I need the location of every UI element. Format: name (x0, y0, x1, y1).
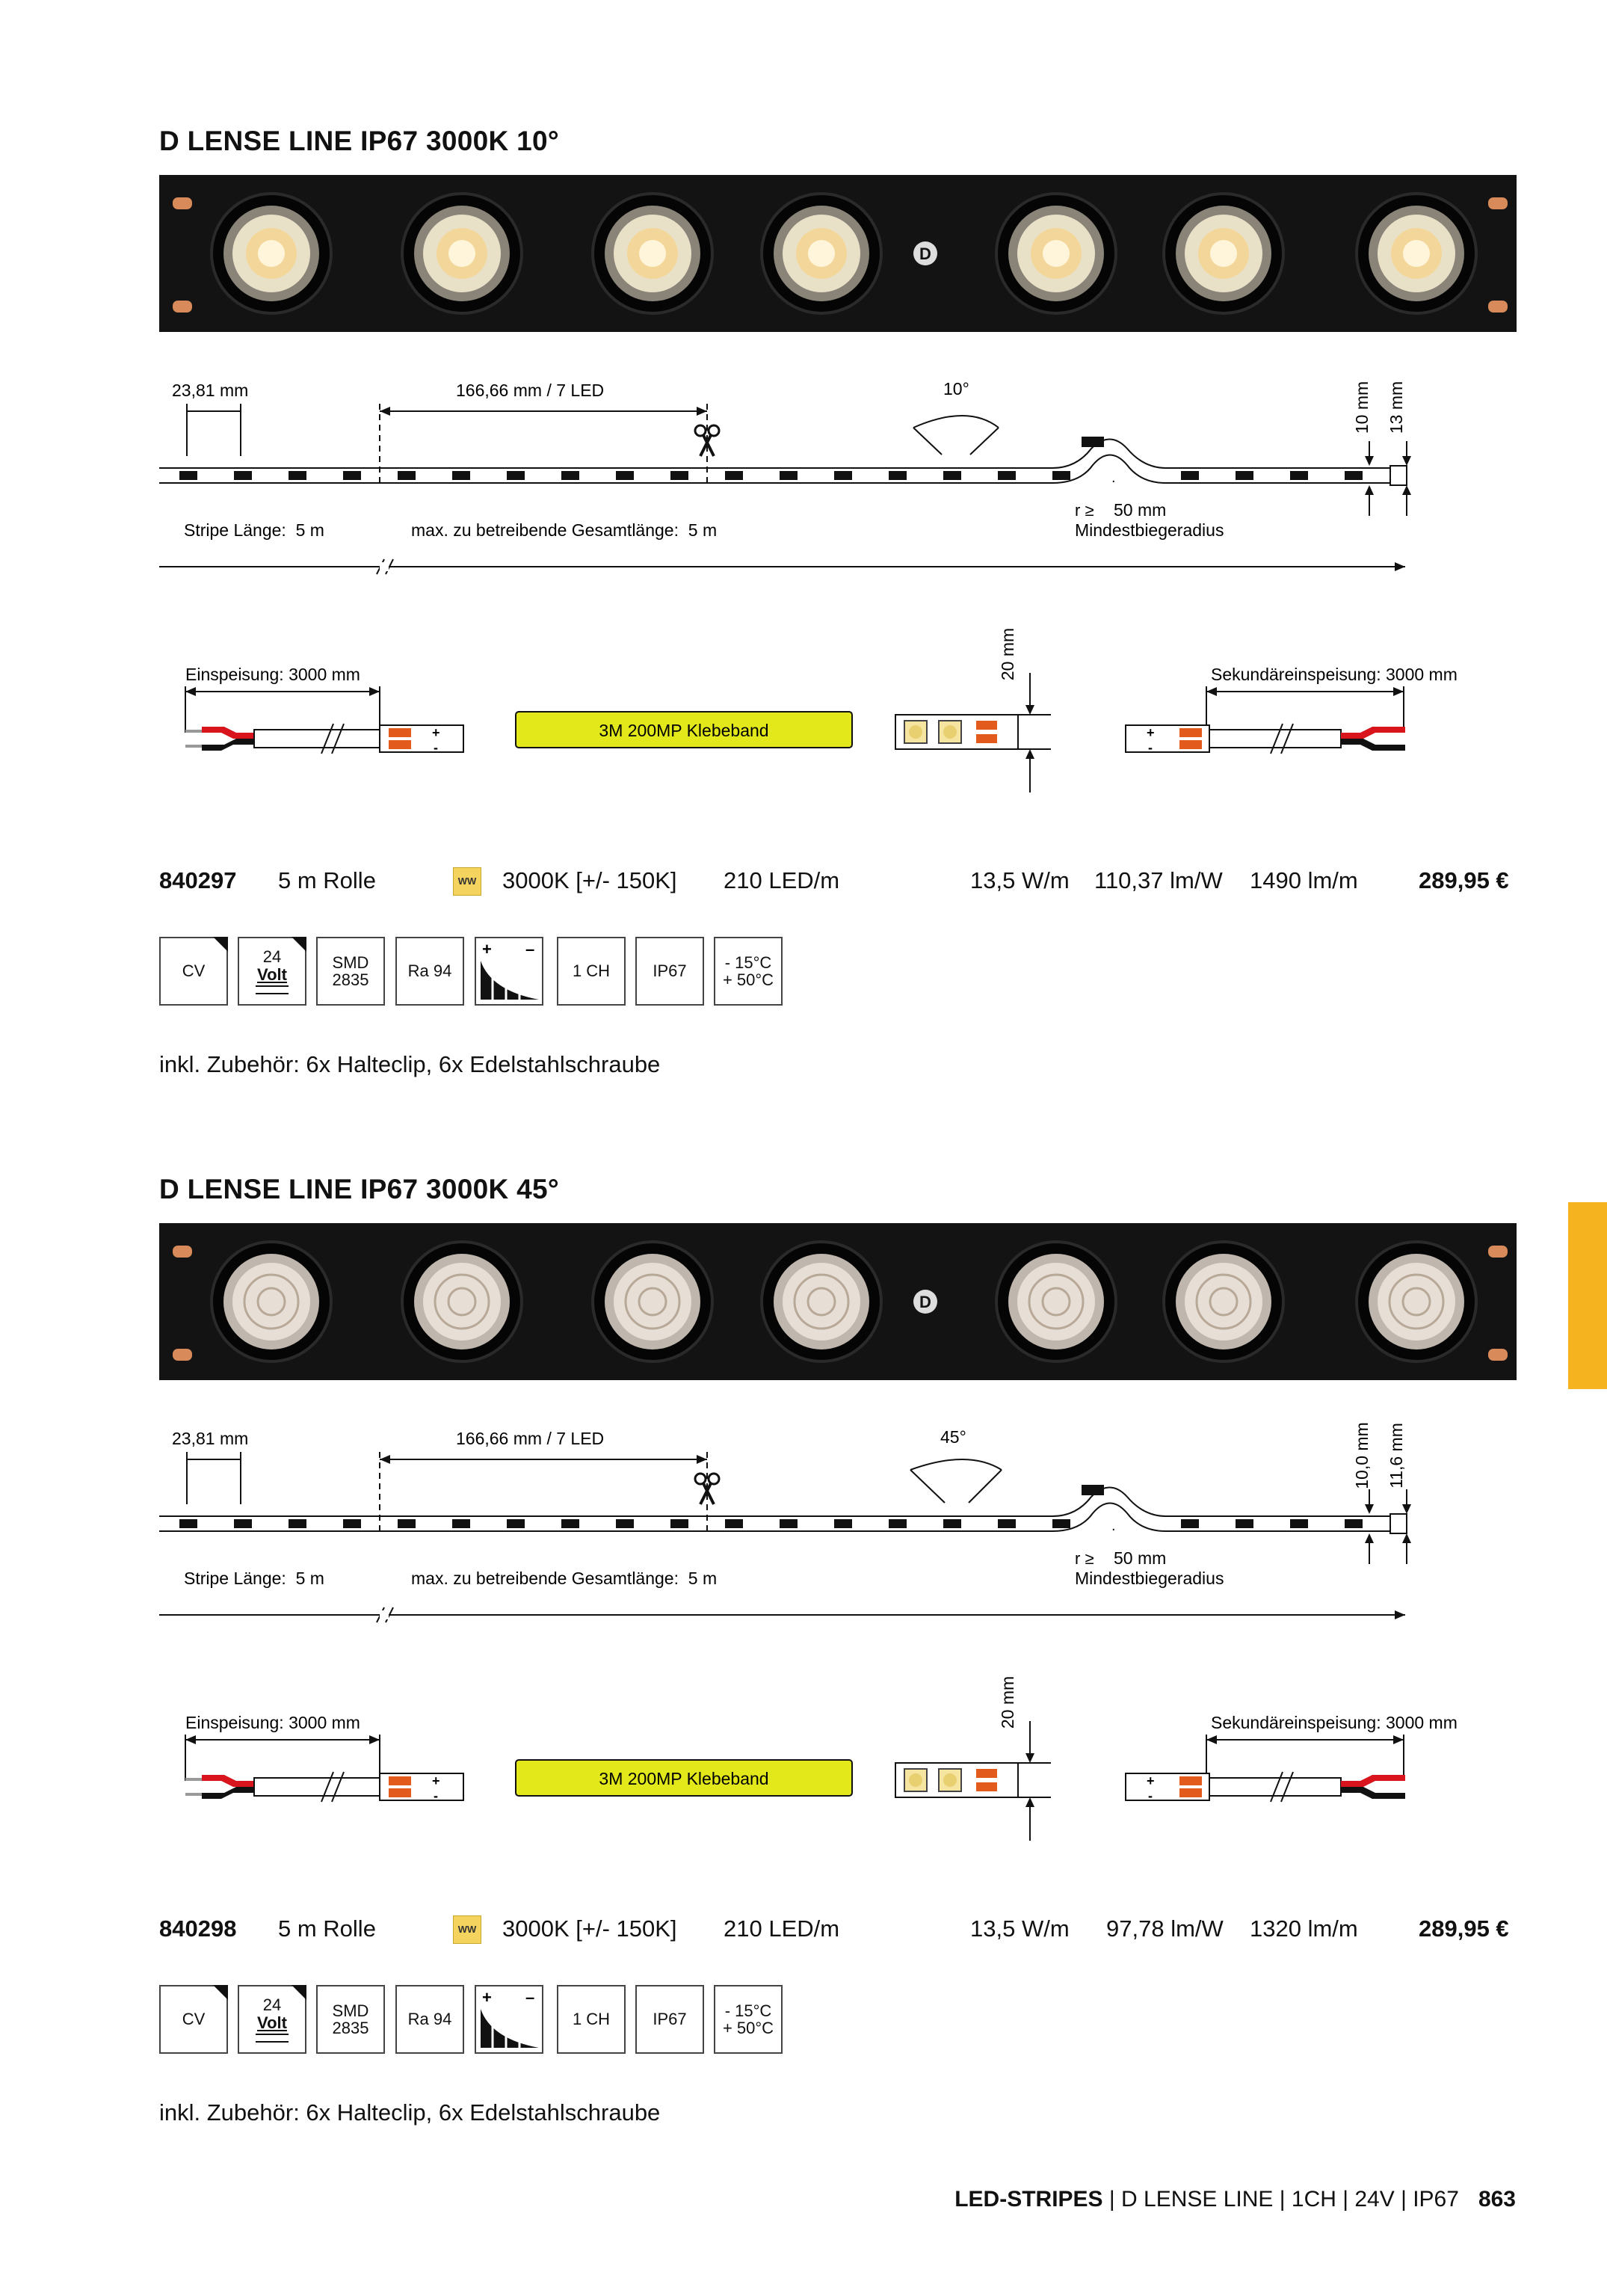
max-length-label: max. zu betreibende Gesamtlänge: 5 m (411, 520, 718, 540)
svg-text:–: – (525, 1988, 535, 2007)
bend-radius-label: 50 mm (1114, 1548, 1167, 1568)
roll-length: 5 m Rolle (278, 867, 376, 893)
price: 289,95 € (1419, 867, 1509, 893)
cri-icon: Ra 94 (395, 937, 464, 1006)
svg-text:D: D (919, 244, 931, 263)
constant-voltage-icon: CV (159, 937, 228, 1006)
accessory-note: inkl. Zubehör: 6x Halteclip, 6x Edelstahlschraube (159, 1051, 661, 1077)
voltage-icon: 24 Volt (238, 937, 306, 1006)
strip-end-view (895, 673, 1051, 792)
svg-text:-: - (1148, 740, 1153, 755)
channel-icon: 1 CH (557, 1985, 626, 2054)
strip-width-label: 20 mm (998, 1675, 1017, 1729)
dimmable-icon (475, 1985, 543, 2054)
beam-angle-label: 45° (940, 1427, 966, 1447)
tape-label: 3M 200MP Klebeband (599, 721, 769, 740)
product-section-2 (0, 1048, 1607, 2126)
max-length-label: max. zu betreibende Gesamtlänge: 5 m (411, 1569, 718, 1588)
price: 289,95 € (1419, 1915, 1509, 1942)
luminous-flux: 1320 lm/m (1250, 1915, 1358, 1942)
page-footer (954, 2187, 1516, 2212)
chapter-tab (1568, 1202, 1607, 1389)
cri-icon: Ra 94 (395, 1985, 464, 2054)
temperature-range-icon: - 15°C + 50°C (714, 937, 783, 1006)
efficacy: 110,37 lm/W (1094, 867, 1223, 893)
strip-width-label: 20 mm (998, 627, 1017, 681)
secondary-feed-label: Sekundäreinspeisung: 3000 mm (1211, 665, 1458, 684)
height-dim-label: 11,6 mm (1387, 1423, 1406, 1489)
dim-pitch-label: 23,81 mm (172, 381, 249, 400)
voltage-icon: 24 Volt (238, 1985, 306, 2054)
page-number: 863 (1478, 2187, 1516, 2212)
article-code: 840298 (159, 1915, 237, 1942)
constant-voltage-icon: CV (159, 1985, 228, 2054)
bend-label: Mindestbiegeradius (1075, 520, 1224, 540)
ip-rating-icon: IP67 (635, 937, 704, 1006)
accessory-note: inkl. Zubehör: 6x Halteclip, 6x Edelstahlschraube (159, 2099, 661, 2126)
svg-text:–: – (525, 940, 535, 958)
smd-icon: SMD 2835 (316, 1985, 385, 2054)
tape-label: 3M 200MP Klebeband (599, 1769, 769, 1788)
secondary-feed-label: Sekundäreinspeisung: 3000 mm (1211, 1713, 1458, 1732)
luminous-flux: 1490 lm/m (1250, 867, 1358, 893)
roll-length: 5 m Rolle (278, 1915, 376, 1942)
svg-text:+: + (432, 1773, 440, 1788)
svg-text:-: - (434, 1788, 438, 1803)
width-dim-label: 10,0 mm (1352, 1422, 1372, 1489)
feed-label: Einspeisung: 3000 mm (185, 665, 360, 684)
channel-icon: 1 CH (557, 937, 626, 1006)
svg-text:-: - (1148, 1788, 1153, 1803)
temperature-range-icon: - 15°C + 50°C (714, 1985, 783, 2054)
svg-text:.: . (1111, 1518, 1116, 1534)
color-temperature: 3000K [+/- 150K] (502, 867, 677, 893)
svg-text:+: + (432, 725, 440, 740)
beam-angle-label: 10° (943, 379, 969, 398)
article-code: 840297 (159, 867, 237, 893)
led-density: 210 LED/m (724, 1915, 840, 1942)
color-temperature: 3000K [+/- 150K] (502, 1915, 677, 1942)
svg-text:+: + (482, 1988, 492, 2007)
dim-segment-label: 166,66 mm / 7 LED (456, 1429, 605, 1448)
secondary-feed-cable (1126, 1772, 1405, 1803)
ip-rating-icon: IP67 (635, 1985, 704, 2054)
dim-segment-label: 166,66 mm / 7 LED (456, 381, 605, 400)
bend-radius-symbol: r ≥ (1075, 1549, 1094, 1568)
product-title: D LENSE LINE IP67 3000K 10° (159, 126, 559, 156)
height-dim-label: 13 mm (1387, 381, 1406, 434)
warm-white-badge: WW (453, 867, 481, 896)
technical-diagram (0, 329, 1607, 837)
technical-diagram (0, 1377, 1607, 1886)
product-title: D LENSE LINE IP67 3000K 45° (159, 1174, 559, 1204)
smd-icon: SMD 2835 (316, 937, 385, 1006)
feed-label: Einspeisung: 3000 mm (185, 1713, 360, 1732)
led-density: 210 LED/m (724, 867, 840, 893)
secondary-feed-cable (1126, 724, 1405, 755)
svg-text:D: D (919, 1293, 931, 1311)
power: 13,5 W/m (970, 1915, 1070, 1942)
dimmable-icon (475, 937, 543, 1006)
svg-text:-: - (434, 740, 438, 755)
svg-text:.: . (1111, 470, 1116, 486)
power: 13,5 W/m (970, 867, 1070, 893)
footer-category: LED-STRIPES (954, 2187, 1103, 2212)
feed-cable (185, 1772, 463, 1803)
warm-white-badge: WW (453, 1915, 481, 1944)
svg-text:+: + (482, 940, 492, 958)
spec-row (0, 1915, 1607, 1953)
bend-radius-symbol: r ≥ (1075, 501, 1094, 520)
width-dim-label: 10 mm (1352, 381, 1372, 434)
dim-pitch-label: 23,81 mm (172, 1429, 249, 1448)
stripe-length-label: Stripe Länge: 5 m (184, 520, 324, 540)
bend-radius-label: 50 mm (1114, 500, 1167, 520)
spec-row (0, 867, 1607, 905)
led-strip-photo (159, 175, 1517, 332)
feed-cable (185, 724, 463, 755)
product-section-1 (0, 0, 1607, 1077)
strip-end-view (895, 1721, 1051, 1841)
efficacy: 97,78 lm/W (1106, 1915, 1224, 1942)
svg-text:+: + (1147, 1773, 1155, 1788)
svg-text:+: + (1147, 725, 1155, 740)
bend-label: Mindestbiegeradius (1075, 1569, 1224, 1588)
footer-subtitle: | D LENSE LINE | 1CH | 24V | IP67 (1102, 2187, 1459, 2212)
led-strip-photo (159, 1223, 1517, 1380)
stripe-length-label: Stripe Länge: 5 m (184, 1569, 324, 1588)
